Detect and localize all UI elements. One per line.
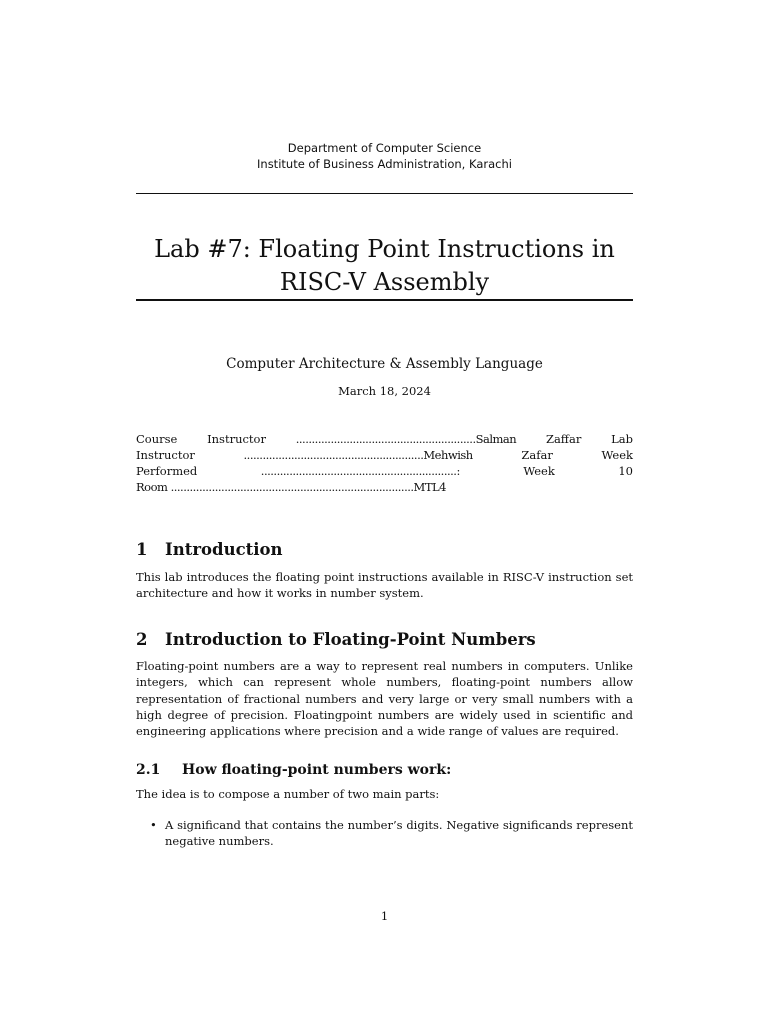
section-paragraph: Floating-point numbers are a way to represent real numbers in computers. Unlike integers, which can represent whole numbers, floating-point numbers allow representation of fractional numbers and very large or very small numbers with a high degree of precision. Floatingpoint numbers are widely used in scientific and engineering applications where precision and a wide range of values are required. — [136, 659, 633, 739]
info-word: Instructor — [207, 432, 266, 446]
subsection-heading — [136, 762, 633, 778]
list-item-text: A significand that contains the number’s digits. Negative significands represent negative numbers. — [165, 818, 633, 849]
info-word: ..............................................................: — [260, 464, 460, 478]
document-date: March 18, 2024 — [338, 384, 431, 398]
info-word: Course — [136, 432, 178, 446]
section-heading-introduction — [136, 540, 633, 559]
info-line-1 — [136, 431, 633, 447]
info-word: 10 — [618, 464, 633, 478]
section-title: Introduction — [165, 540, 283, 559]
info-word: .........................................................Salman — [295, 432, 517, 446]
department-name: Department of Computer Science — [287, 141, 482, 155]
section-title: Introduction to Floating-Point Numbers — [165, 630, 536, 649]
document-title: Lab #7: Floating Point Instructions in RISC-V Assembly — [154, 235, 615, 296]
page-header — [136, 140, 633, 172]
info-word: Room .............................................................................MTL4 — [136, 480, 446, 494]
info-word: .........................................................Mehwish — [243, 448, 473, 462]
info-word: Instructor — [136, 448, 195, 462]
course-name: Computer Architecture & Assembly Language — [226, 356, 543, 372]
subsection-number: 2.1 — [136, 762, 161, 778]
info-word: Week — [601, 448, 633, 462]
info-word: Zaffar — [545, 432, 582, 446]
info-line-4 — [136, 479, 633, 495]
section-number: 1 — [136, 540, 148, 559]
section-heading-floating-point — [136, 630, 633, 649]
info-word: Performed — [136, 464, 198, 478]
info-line-3 — [136, 463, 633, 479]
bullet-marker: • — [150, 818, 157, 832]
section-paragraph: This lab introduces the floating point instructions available in RISC-V instruction set architecture and how it works in number system. — [136, 570, 633, 601]
institute-name: Institute of Business Administration, Karachi — [257, 157, 512, 171]
info-word: Week — [523, 464, 555, 478]
title-rule — [136, 299, 633, 301]
list-item — [150, 817, 633, 850]
subsection-title: How floating-point numbers work: — [182, 762, 452, 778]
lab-info-block — [136, 431, 633, 495]
info-line-2 — [136, 447, 633, 463]
info-word: Lab — [611, 432, 633, 446]
info-word: Zafar — [521, 448, 553, 462]
header-rule — [136, 193, 633, 194]
page-number: 1 — [380, 909, 389, 923]
section-number: 2 — [136, 630, 148, 649]
subsection-paragraph: The idea is to compose a number of two main parts: — [136, 787, 440, 801]
